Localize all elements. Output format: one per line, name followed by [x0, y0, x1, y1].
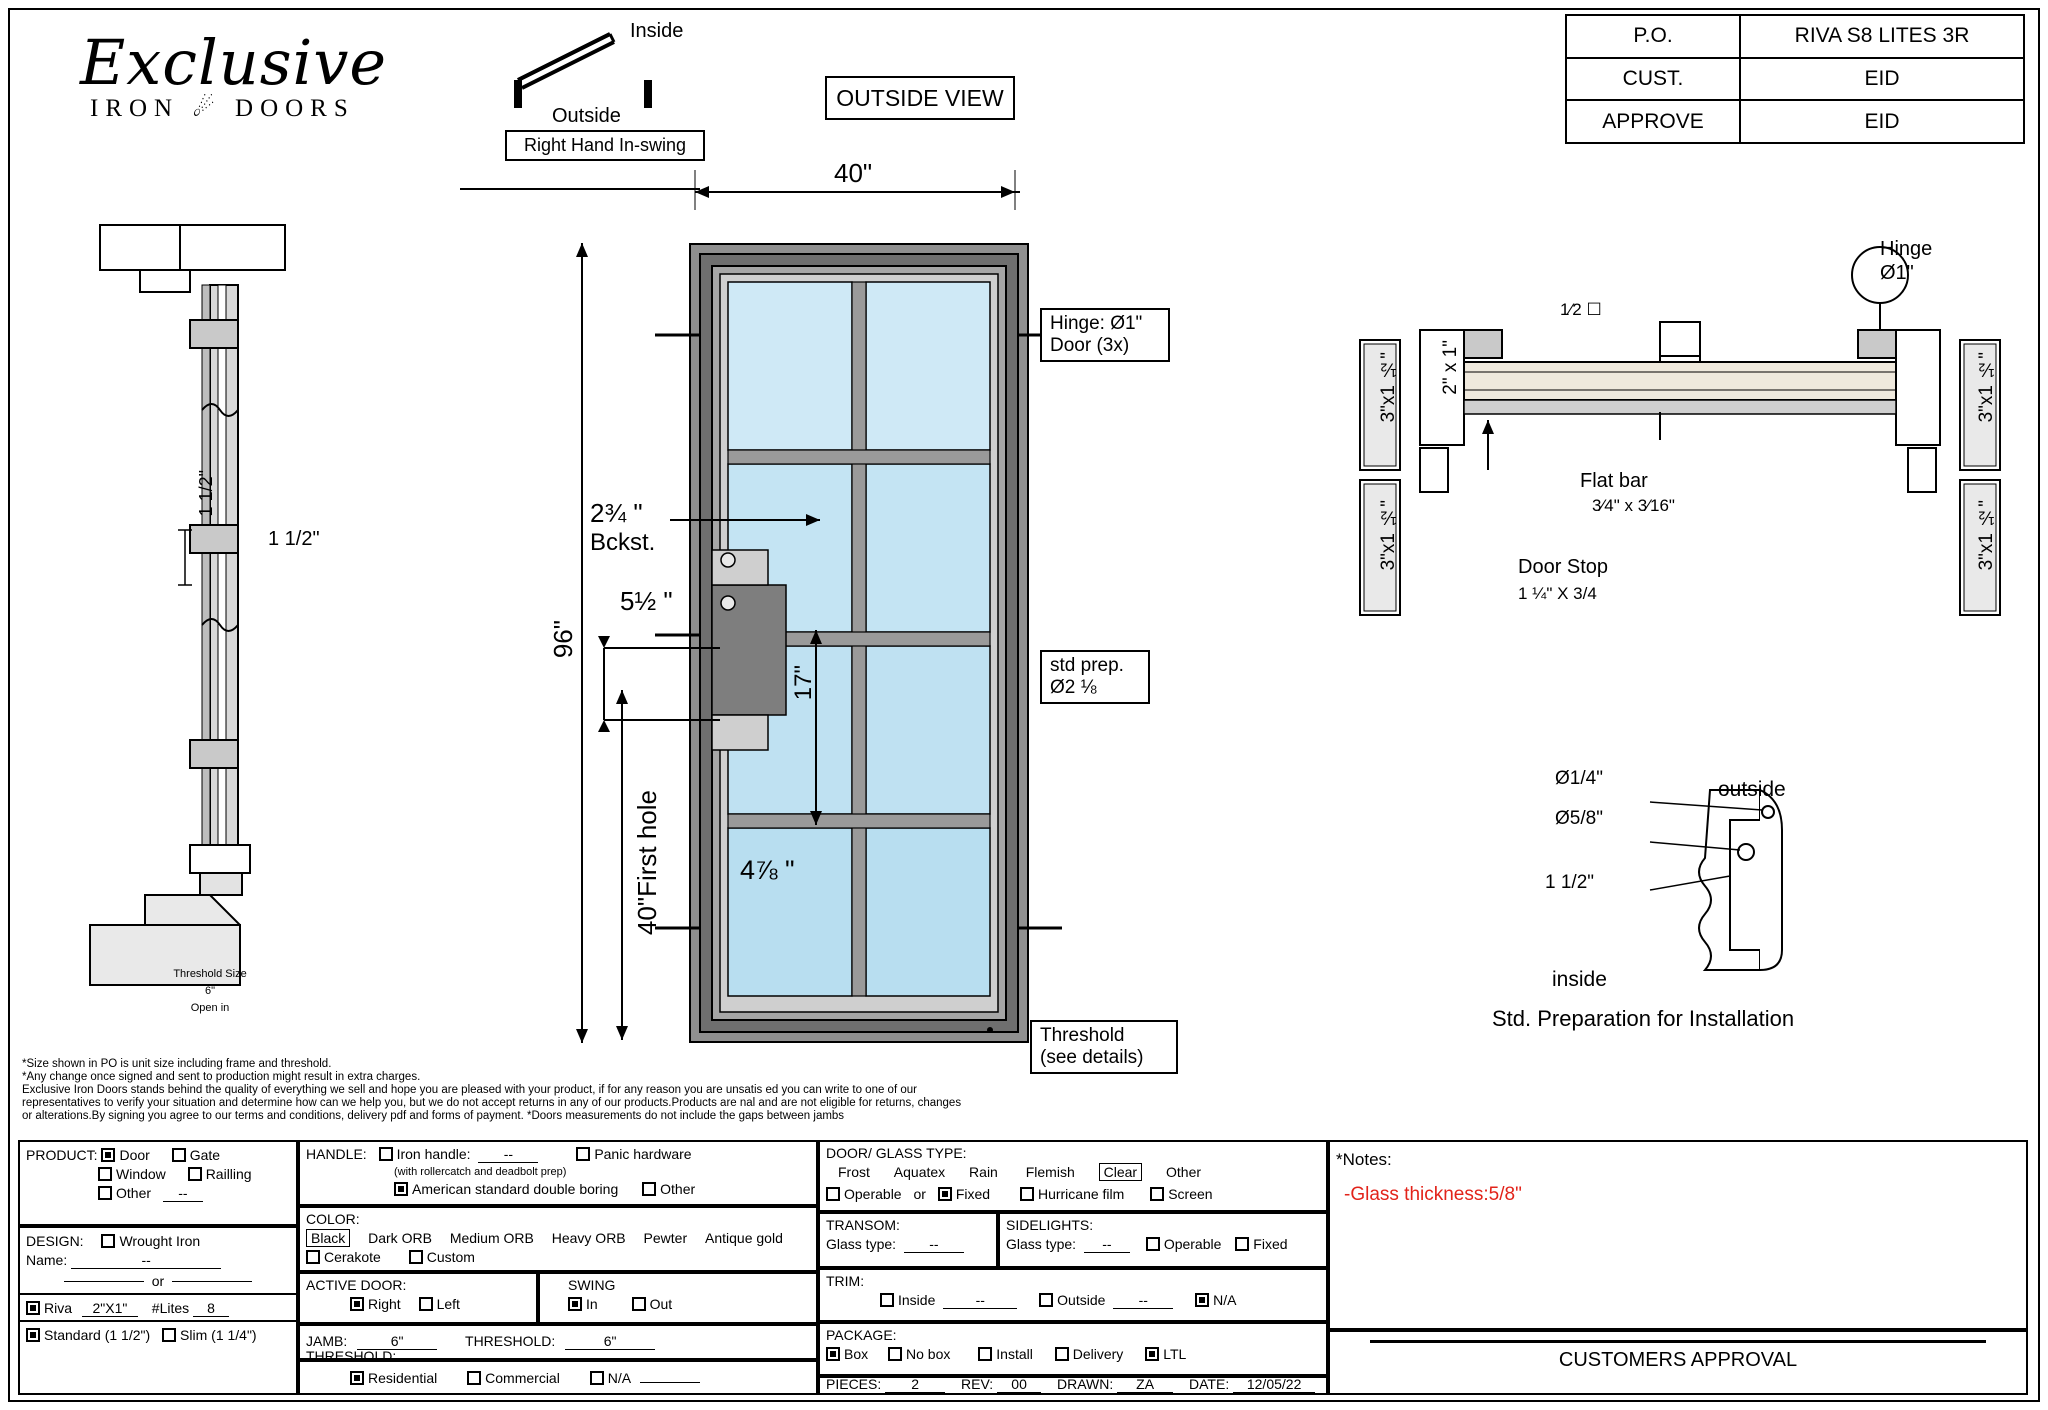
package-install-label: Install	[996, 1346, 1033, 1362]
flat-bar-dim: 3⁄4" x 3⁄16"	[1592, 496, 1675, 515]
swing-inside-label: Inside	[630, 20, 684, 42]
product-door-label: Door	[119, 1147, 150, 1163]
title-key: P.O.	[1566, 15, 1740, 58]
package-ltl-checkbox[interactable]	[1145, 1347, 1159, 1361]
title-value: EID	[1740, 58, 2024, 101]
design-or-label: or	[151, 1273, 165, 1289]
specification-table	[18, 1140, 2028, 1395]
color-option-black[interactable]: Black	[306, 1229, 350, 1247]
design-lites-value[interactable]: 8	[193, 1300, 229, 1317]
threshold-size-value: 6"	[204, 985, 216, 997]
product-gate-label: Gate	[189, 1147, 221, 1163]
threshold-title: THRESHOLD:	[306, 1348, 397, 1364]
glass-clear[interactable]: Clear	[1099, 1163, 1142, 1181]
door-width-label: 40"	[828, 158, 878, 189]
swing-out-label: Out	[649, 1296, 673, 1312]
dim-17-label: 17"	[790, 665, 817, 701]
jamb-threshold-title: THRESHOLD:	[465, 1333, 556, 1349]
glass-frost[interactable]: Frost	[838, 1164, 870, 1180]
trim-outside-checkbox[interactable]	[1039, 1293, 1053, 1307]
sidelights-title: SIDELIGHTS:	[1006, 1217, 1094, 1233]
std-prep-note	[1040, 650, 1150, 704]
drawn-label: DRAWN:	[1056, 1376, 1114, 1392]
handle-iron-note: (with rollercatch and deadbolt prep)	[394, 1166, 567, 1178]
title-row	[1566, 58, 2024, 101]
handle-american-checkbox[interactable]	[394, 1182, 408, 1196]
glass-operable-label: Operable	[844, 1186, 902, 1202]
dim-first-hole-label: 40"First hole	[632, 790, 662, 936]
handle-title: HANDLE:	[306, 1146, 367, 1162]
glass-fixed-checkbox[interactable]	[938, 1187, 952, 1201]
door-stop-label: Door Stop	[1518, 556, 1609, 578]
dim-5-5-label: 5½ "	[620, 586, 673, 616]
design-slim-checkbox[interactable]	[162, 1328, 176, 1342]
handle-iron-checkbox[interactable]	[379, 1147, 393, 1161]
color-option-pewter[interactable]: Pewter	[643, 1230, 688, 1246]
title-row	[1566, 100, 2024, 143]
glass-section	[818, 1140, 1328, 1212]
color-option-dark-orb[interactable]: Dark ORB	[368, 1230, 432, 1246]
design-wrought-iron-checkbox[interactable]	[101, 1234, 115, 1248]
design-lites-label: #Lites	[151, 1300, 190, 1316]
std-prep-dia-five-eighth: Ø5/8"	[1555, 808, 1603, 829]
glass-hurricane-checkbox[interactable]	[1020, 1187, 1034, 1201]
transom-title: TRANSOM:	[826, 1217, 900, 1233]
color-option-heavy-orb[interactable]: Heavy ORB	[551, 1230, 626, 1246]
product-other-label: Other	[116, 1185, 152, 1201]
glass-hurricane-label: Hurricane film	[1037, 1186, 1125, 1202]
rev-label: REV:	[961, 1376, 994, 1392]
handle-american-label: American standard double boring	[412, 1181, 619, 1197]
package-section	[818, 1322, 1328, 1376]
handle-panic-checkbox[interactable]	[576, 1147, 590, 1161]
color-custom-label: Custom	[426, 1249, 475, 1265]
half-inch-label: 1⁄2 ☐	[1560, 300, 1602, 319]
design-section	[18, 1226, 298, 1395]
threshold-size-title: Threshold Size	[173, 968, 247, 980]
package-box-checkbox[interactable]	[826, 1347, 840, 1361]
color-title: COLOR:	[306, 1211, 360, 1227]
swing-in-checkbox[interactable]	[568, 1297, 582, 1311]
threshold-residential-label: Residential	[368, 1370, 438, 1386]
drawn-value[interactable]: ZA	[1117, 1376, 1173, 1393]
trim-na-checkbox[interactable]	[1195, 1293, 1209, 1307]
logo-name: Exclusive	[80, 26, 388, 99]
jamb-value[interactable]: 6"	[357, 1333, 437, 1350]
sidelights-section	[998, 1212, 1328, 1268]
swing-section	[538, 1272, 818, 1324]
swing-type-label: Right Hand In-swing	[505, 130, 705, 161]
package-no-box-label: No box	[906, 1346, 951, 1362]
threshold-na-checkbox[interactable]	[590, 1371, 604, 1385]
disclaimer-line: representatives to verify your situation and determine how can we help you, but we do not accept returns in any of our products.Products are nal and are not eligible for returns, changes	[22, 1097, 962, 1109]
threshold-commercial-checkbox[interactable]	[467, 1371, 481, 1385]
door-stop-dim: 1 ¼" X 3/4	[1518, 584, 1597, 603]
design-standard-label: Standard (1 1/2")	[44, 1327, 151, 1343]
color-section	[298, 1206, 818, 1272]
package-delivery-checkbox[interactable]	[1055, 1347, 1069, 1361]
transom-section	[818, 1212, 998, 1268]
design-slim-label: Slim (1 1/4")	[180, 1327, 257, 1343]
sidelights-glass-label: Glass type:	[1006, 1236, 1077, 1252]
handle-other-checkbox[interactable]	[642, 1182, 656, 1196]
swing-outside-label: Outside	[552, 105, 621, 127]
jamb-section-detail	[90, 225, 320, 1055]
glass-screen-label: Screen	[1168, 1186, 1213, 1202]
jamb-title: JAMB:	[306, 1333, 348, 1349]
package-ltl-label: LTL	[1163, 1346, 1187, 1362]
threshold-na-label: N/A	[607, 1370, 631, 1386]
title-block	[1565, 14, 2025, 144]
dim-4-78-label: 4⅞ "	[740, 855, 795, 885]
hinge-note-line1: Hinge: Ø1"	[1050, 313, 1143, 334]
door-height-label: 96"	[548, 620, 578, 659]
glass-aquatex[interactable]: Aquatex	[893, 1164, 946, 1180]
flat-bar-label: Flat bar	[1580, 470, 1648, 492]
pieces-label: PIECES:	[826, 1376, 882, 1392]
sidelights-operable-checkbox[interactable]	[1146, 1237, 1160, 1251]
jamb-dim-bottom-right: 3"x1 ½"	[1976, 500, 1997, 571]
product-other-value[interactable]: --	[163, 1185, 203, 1202]
product-window-checkbox[interactable]	[98, 1167, 112, 1181]
product-title: PRODUCT:	[26, 1147, 98, 1163]
jamb-dim: 1 1/2"	[268, 528, 320, 550]
sidelights-operable-label: Operable	[1163, 1236, 1222, 1252]
product-door-checkbox[interactable]	[101, 1148, 115, 1162]
trim-section	[818, 1268, 1328, 1322]
std-prep-dia-quarter: Ø1/4"	[1555, 768, 1603, 789]
package-box-label: Box	[844, 1346, 869, 1362]
hinge-detail-label-2: Ø1"	[1880, 262, 1914, 284]
jamb-threshold-value[interactable]: 6"	[565, 1333, 655, 1350]
design-wrought-iron-label: Wrought Iron	[119, 1233, 201, 1249]
design-riva-checkbox[interactable]	[26, 1301, 40, 1315]
trim-outside-label: Outside	[1057, 1292, 1106, 1308]
active-door-left-label: Left	[436, 1296, 460, 1312]
title-row	[1566, 15, 2024, 58]
threshold-note-line1: Threshold	[1040, 1025, 1125, 1046]
dim-first-hole-leader	[612, 690, 632, 1046]
color-option-medium-orb[interactable]: Medium ORB	[449, 1230, 534, 1246]
jamb-dim-top-left: 3"x1 ½"	[1378, 352, 1399, 423]
width-extension-line	[460, 188, 700, 190]
jamb-dim-bottom-left: 3"x1 ½"	[1378, 500, 1399, 571]
glass-other[interactable]: Other	[1166, 1164, 1202, 1180]
design-standard-checkbox[interactable]	[26, 1328, 40, 1342]
glass-title: DOOR/ GLASS TYPE:	[826, 1145, 967, 1161]
threshold-open-label: Open in	[190, 1002, 230, 1014]
color-custom-checkbox[interactable]	[409, 1250, 423, 1264]
product-section	[18, 1140, 298, 1226]
backset-dimension	[590, 498, 770, 557]
threshold-commercial-label: Commercial	[485, 1370, 560, 1386]
transom-glass-value[interactable]: --	[904, 1236, 964, 1253]
product-railing-label: Railling	[205, 1166, 252, 1182]
handle-iron-value[interactable]: --	[478, 1146, 538, 1163]
threshold-section	[298, 1348, 818, 1395]
trim-title: TRIM:	[826, 1273, 865, 1289]
glass-flemish[interactable]: Flemish	[1025, 1164, 1075, 1180]
design-riva-value[interactable]: 2"X1"	[82, 1300, 138, 1317]
trim-inside-label: Inside	[898, 1292, 936, 1308]
package-title: PACKAGE:	[826, 1327, 897, 1343]
glass-screen-checkbox[interactable]	[1150, 1187, 1164, 1201]
active-door-right-label: Right	[368, 1296, 401, 1312]
swing-out-checkbox[interactable]	[632, 1297, 646, 1311]
handle-other-label: Other	[660, 1181, 696, 1197]
date-label: DATE:	[1189, 1376, 1230, 1392]
date-value[interactable]: 12/05/22	[1233, 1376, 1315, 1393]
dim-17-leader	[806, 630, 826, 830]
design-name-label: Name:	[26, 1252, 68, 1268]
jamb-dim-top-right: 3"x1 ½"	[1976, 352, 1997, 423]
trim-outside-value[interactable]: --	[1113, 1292, 1173, 1309]
footer-row	[818, 1376, 1328, 1395]
std-prep-title: Std. Preparation for Installation	[1492, 1006, 1795, 1031]
transom-glass-label: Glass type:	[826, 1236, 897, 1252]
notes-text: -Glass thickness:5/8"	[1344, 1184, 1522, 1205]
logo-subtitle: IRON ☄ DOORS	[90, 95, 355, 122]
active-door-right-checkbox[interactable]	[350, 1297, 364, 1311]
notes-title: *Notes:	[1336, 1150, 1392, 1169]
package-no-box-checkbox[interactable]	[888, 1347, 902, 1361]
disclaimer	[22, 1058, 1062, 1123]
package-delivery-label: Delivery	[1072, 1346, 1124, 1362]
glass-or-label: or	[913, 1186, 926, 1202]
product-window-label: Window	[116, 1166, 166, 1182]
threshold-residential-checkbox[interactable]	[350, 1371, 364, 1385]
std-prep-one-half: 1 1/2"	[1545, 872, 1595, 893]
trim-inside-value[interactable]: --	[943, 1292, 1017, 1309]
swing-in-label: In	[586, 1296, 598, 1312]
std-prep-inside-label: inside	[1552, 968, 1607, 991]
std-prep-detail	[1650, 780, 1910, 980]
glass-rain[interactable]: Rain	[969, 1164, 998, 1180]
handle-panic-label: Panic hardware	[594, 1146, 692, 1162]
threshold-na-value[interactable]	[640, 1382, 700, 1383]
title-value: RIVA S8 LITES 3R	[1740, 15, 2024, 58]
active-door-title: ACTIVE DOOR:	[306, 1277, 407, 1293]
active-door-left-checkbox[interactable]	[419, 1297, 433, 1311]
threshold-note-line2: (see details)	[1040, 1047, 1144, 1068]
title-key: APPROVE	[1566, 100, 1740, 143]
active-door-section	[298, 1272, 538, 1324]
approval-label: CUSTOMERS APPROVAL	[1558, 1349, 1798, 1371]
color-cerakote-label: Cerakote	[324, 1249, 381, 1265]
backset-value: 2¾ "	[590, 498, 643, 528]
product-other-checkbox[interactable]	[98, 1186, 112, 1200]
rev-value[interactable]: 00	[997, 1376, 1041, 1393]
notes-section	[1328, 1140, 2028, 1330]
std-prep-outside-label: outside	[1718, 778, 1786, 801]
trim-na-label: N/A	[1213, 1292, 1237, 1308]
sidelights-fixed-checkbox[interactable]	[1235, 1237, 1249, 1251]
outside-view-label: OUTSIDE VIEW	[825, 76, 1015, 120]
title-key: CUST.	[1566, 58, 1740, 101]
std-prep-line1: std prep.	[1050, 655, 1124, 676]
package-install-checkbox[interactable]	[978, 1347, 992, 1361]
backset-label: Bckst.	[590, 529, 656, 556]
handle-iron-label: Iron handle:	[396, 1146, 471, 1162]
disclaimer-line: *Size shown in PO is unit size including frame and threshold.	[22, 1058, 332, 1070]
color-cerakote-checkbox[interactable]	[306, 1250, 320, 1264]
color-option-antique-gold[interactable]: Antique gold	[705, 1230, 783, 1246]
jamb-dim-vertical: 1 1/2"	[196, 470, 216, 517]
swing-title: SWING	[568, 1277, 616, 1293]
product-railing-checkbox[interactable]	[188, 1167, 202, 1181]
hinge-note	[1040, 308, 1170, 362]
design-riva-label: Riva	[44, 1300, 73, 1316]
frame-2x1-label: 2" x 1"	[1440, 340, 1461, 395]
design-name-value[interactable]: --	[71, 1252, 221, 1269]
approval-section	[1328, 1330, 2028, 1395]
disclaimer-line: or alterations.By signing you agree to our terms and conditions, delivery pdf and forms of payment. *Doors measurements do not include the gaps between jambs	[22, 1110, 845, 1122]
sidelights-fixed-label: Fixed	[1253, 1236, 1288, 1252]
product-gate-checkbox[interactable]	[172, 1148, 186, 1162]
hinge-detail-label-1: Hinge	[1880, 238, 1933, 260]
disclaimer-line: *Any change once signed and sent to production might result in extra charges.	[22, 1071, 421, 1083]
trim-inside-checkbox[interactable]	[880, 1293, 894, 1307]
std-prep-line2: Ø2 ⅛	[1050, 677, 1097, 698]
glass-fixed-label: Fixed	[955, 1186, 991, 1202]
title-value: EID	[1740, 100, 2024, 143]
hinge-note-line2: Door (3x)	[1050, 335, 1130, 356]
sidelights-glass-value[interactable]: --	[1084, 1236, 1130, 1253]
company-logo	[80, 26, 480, 123]
handle-section	[298, 1140, 818, 1206]
pieces-value[interactable]: 2	[885, 1376, 945, 1393]
glass-operable-checkbox[interactable]	[826, 1187, 840, 1201]
design-title: DESIGN:	[26, 1233, 84, 1249]
disclaimer-line: Exclusive Iron Doors stands behind the quality of everything we sell and hope you are pleased with your product, if for any reason you are unsatis ed you can write to one of our	[22, 1084, 917, 1096]
